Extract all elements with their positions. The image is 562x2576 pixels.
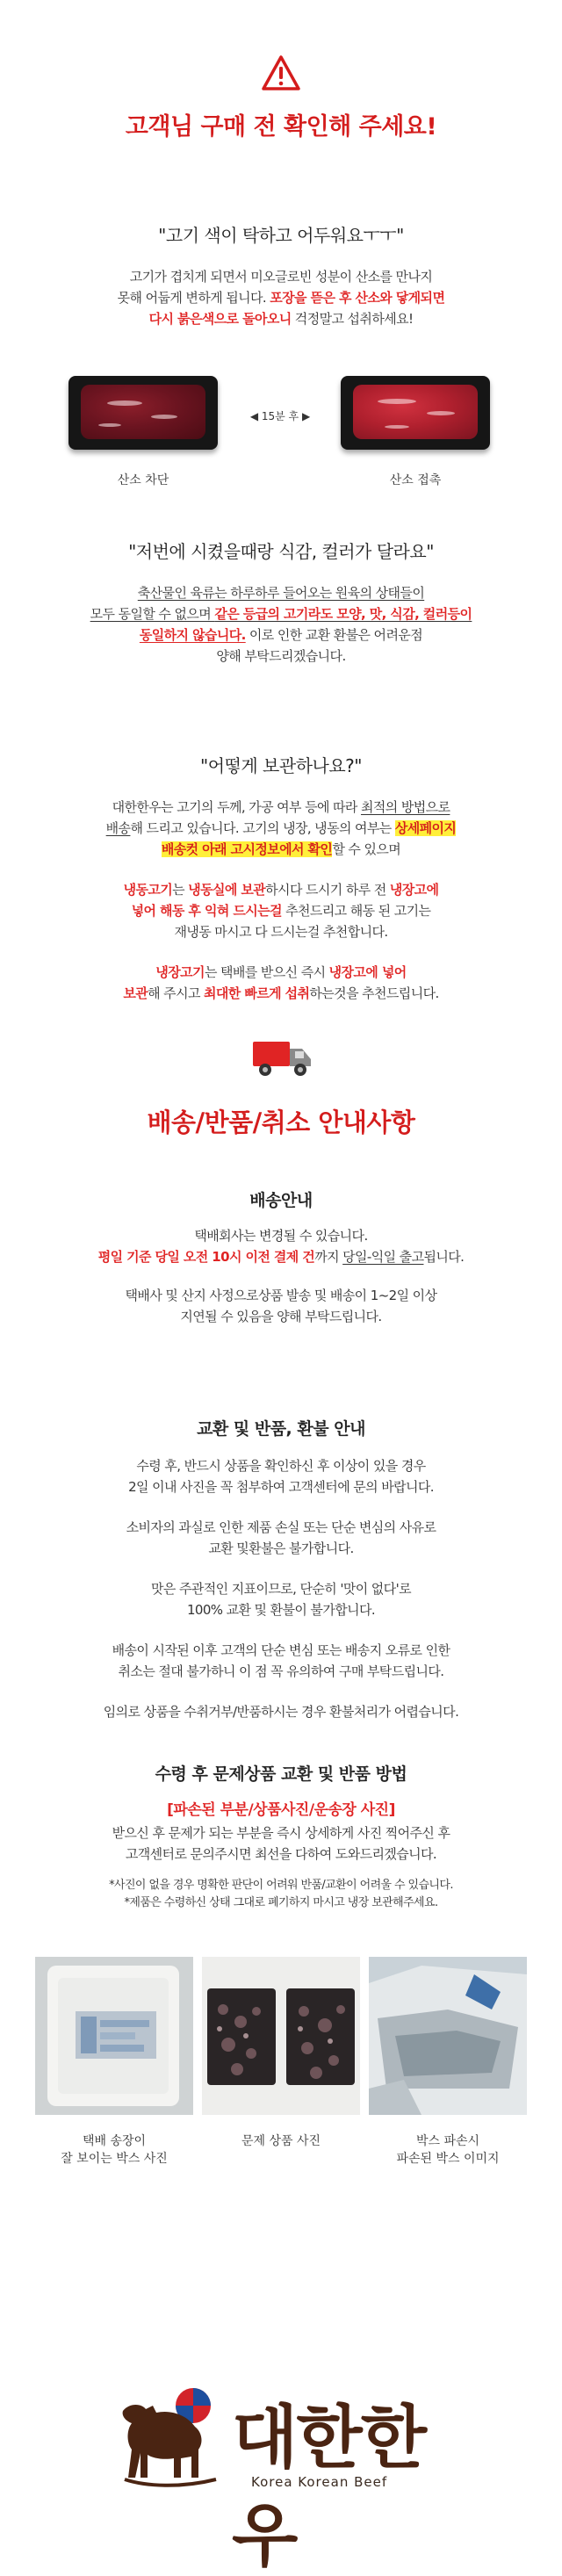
fifteen-minutes-label: ◀ 15분 후 ▶ (249, 410, 311, 422)
refund-text-3: 맛은 주관적인 지표이므로, 단순히 '맛이 없다'로 100% 교환 및 환불이 불가합니다. (151, 1581, 411, 1618)
red-meat-image (353, 385, 478, 439)
brand-name: 대한한우 (232, 2398, 426, 2576)
refund-text-5: 임의로 상품을 수취거부/반품하시는 경우 환불처리가 어렵습니다. (103, 1704, 459, 1720)
caption-problem-product: 문제 상품 사진 (241, 2134, 321, 2148)
color-paragraph: 고기가 겹치게 되면서 미오글로빈 성분이 산소를 만나지 못해 어둡게 변하게 됩니다. 포장을 뜯은 후 산소와 닿게되면 다시 붉은색으로 돌아오니 걱정말고 섭취하세요! (117, 269, 445, 327)
refund-text-1: 수령 후, 반드시 상품을 확인하신 후 이상이 있을 경우 2일 이내 사진을 꼭 첨부하여 고객센터에 문의 바랍니다. (128, 1458, 434, 1495)
meat-tray-oxygen-contact (341, 376, 490, 450)
problem-notes: *사진이 없을 경우 명확한 판단이 어려워 반품/교환이 어려울 수 있습니다. *제품은 수령하신 상태 그대로 폐기하지 마시고 냉장 보관해주세요. (109, 1879, 453, 1909)
shipping-title: 배송/반품/취소 안내사항 (147, 1108, 415, 1137)
example-photos (35, 1957, 527, 2124)
problem-title: 수령 후 문제상품 교환 및 반품 방법 (155, 1764, 407, 1784)
difference-quote: "저번에 시켰을때랑 식감, 컬러가 달라요" (128, 541, 434, 562)
refund-section (0, 1416, 562, 1722)
brand-tagline: Korea Korean Beef (251, 2474, 388, 2490)
color-quote: "고기 색이 탁하고 어두워요ㅜㅜ" (158, 225, 404, 246)
frozen-paragraph: 냉동고기는 냉동실에 보관하시다 드시기 하루 전 냉장고에 넣어 해동 후 익혀 드시는걸 추천드리고 해동 된 고기는 재냉동 마시고 다 드시는걸 추천합니다. (123, 882, 439, 940)
difference-paragraph: 축산물인 육류는 하루하루 들어오는 원육의 상태들이 모두 동일할 수 없으며 같은 등급의 고기라도 모양, 맛, 식감, 컬러등이 동일하지 않습니다. 이로 인한 교환 환불은 어려운점 양해 부탁드리겠습니다. (90, 585, 472, 664)
shipping-guide-section (0, 1187, 562, 1327)
damaged-box-photo (369, 1957, 527, 2115)
meat-comparison (0, 367, 562, 508)
warning-icon (261, 54, 301, 91)
shipping-delay-text: 택배사 및 산지 사정으로상품 발송 및 배송이 1~2일 이상 지연될 수 있음을 양해 부탁드립니다. (125, 1288, 437, 1324)
problem-product-photo (202, 1957, 360, 2115)
refund-text-4: 배송이 시작된 이후 고객의 단순 변심 또는 배송지 오류로 인한 취소는 절대 불가하니 이 점 꼭 유의하여 구매 부탁드립니다. (112, 1642, 450, 1679)
caption-oxygen-contact: 산소 접촉 (389, 473, 442, 487)
storage-quote: "어떻게 보관하나요?" (200, 755, 362, 776)
notice-title: 고객님 구매 전 확인해 주세요! (125, 113, 437, 141)
caption-box-label: 택배 송장이 잘 보이는 박스 사진 (61, 2134, 168, 2166)
storage-section (0, 752, 562, 1004)
chilled-paragraph: 냉장고기는 택배를 받으신 즉시 냉장고에 넣어 보관해 주시고 최대한 빠르게 섭취하는것을 추천드립니다. (123, 964, 439, 1001)
difference-section (0, 538, 562, 667)
problem-section (0, 1761, 562, 1912)
storage-paragraph: 대한한우는 고기의 두께, 가공 여부 등에 따라 최적의 방법으로 배송해 드리고 있습니다. 고기의 냉장, 냉동의 여부는 상세페이지 배송컷 아래 고시정보에서 확인할 수 있으며 (105, 799, 457, 857)
refund-text-2: 소비자의 과실로 인한 제품 손실 또는 단순 변심의 사유로 교환 및환불은 불가합니다. (126, 1519, 436, 1556)
problem-photo-list: [파손된 부분/상품사진/운송장 사진] (167, 1801, 395, 1819)
box-label-photo (35, 1957, 193, 2115)
shipping-guide-text: 택배회사는 변경될 수 있습니다. 평일 기준 당일 오전 10시 이전 결제 건까지 당일-익일 출고됩니다. (97, 1228, 465, 1265)
dark-meat-image (81, 385, 205, 439)
brand-logo (111, 2376, 462, 2576)
bull-emblem-icon (111, 2376, 234, 2499)
problem-text: 받으신 후 문제가 되는 부분을 즉시 상세하게 사진 찍어주신 후 고객센터로 문의주시면 최선을 다하여 도와드리겠습니다. (112, 1825, 450, 1862)
meat-tray-oxygen-blocked (68, 376, 218, 450)
shipping-guide-title: 배송안내 (249, 1191, 313, 1210)
color-section (0, 221, 562, 329)
caption-damaged-box: 박스 파손시 파손된 박스 이미지 (396, 2134, 500, 2166)
refund-title: 교환 및 반품, 환불 안내 (197, 1419, 365, 1439)
caption-oxygen-blocked: 산소 차단 (117, 473, 169, 487)
delivery-truck-icon (251, 1036, 314, 1079)
